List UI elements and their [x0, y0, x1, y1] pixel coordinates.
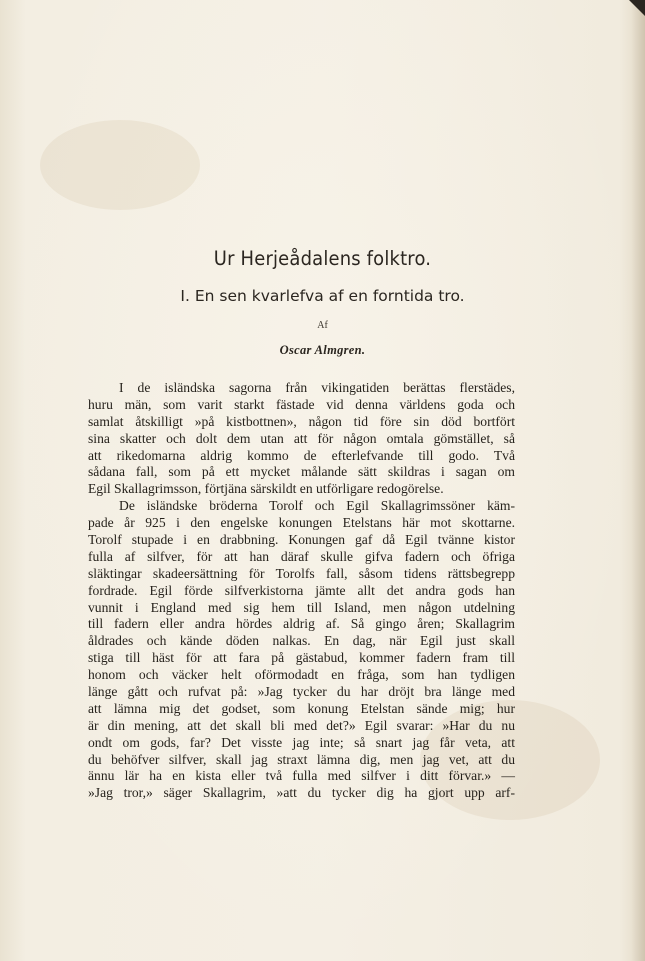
article-subtitle: I. En sen kvarlefva af en forntida tro.	[180, 287, 465, 305]
text-line: Torolf stupade i en drabbning. Konungen gaf då Egil tvänne kistor	[88, 532, 515, 548]
text-line: släktingar skadeersättning för Torolfs fall, såsom tidens rättsbegrepp	[88, 565, 515, 581]
text-line: vunnit i England med sig hem till Island, men någon utdelning	[88, 599, 515, 615]
text-line: stiga till häst för att fara på gästabud, kommer fadern fram till	[88, 650, 515, 666]
page-edge-shadow	[631, 0, 645, 961]
text-line: honom och väcker helt oförmodadt en fråga, som han tydligen	[88, 667, 515, 683]
body-text	[88, 380, 515, 802]
text-line: att lämna mig det godset, som konung Etelstan sände mig; hur	[88, 700, 515, 716]
text-line: fulla af silfver, för att han däraf skulle gifva fadern och öfriga	[88, 548, 515, 564]
byline-label: Af	[317, 320, 328, 331]
paper-stain	[40, 120, 200, 210]
text-line: att rikedomarna aldrig kommo de efterlefvande till godo. Två	[88, 447, 515, 463]
text-line: samlat åtskilligt »på kistbottnen», någon tid före sin död bortfört	[88, 413, 515, 429]
text-line: pade år 925 i den engelske konungen Etelstans här mot skottarne.	[88, 515, 515, 531]
text-line: De isländske bröderna Torolf och Egil Skallagrimssöner käm-	[119, 498, 515, 514]
text-line: ondt om gods, far? Det visste jag inte; så snart jag får veta, att	[88, 734, 515, 750]
text-line: till fadern eller andra hördes aldrig af. Så gingo åren; Skallagrim	[88, 616, 515, 632]
text-line: sådana fall, som på ett mycket målande sätt skildras i sagan om	[88, 464, 515, 480]
text-line: fordrade. Egil förde silfverkistorna jämte allt det andra gods han	[88, 582, 515, 598]
folded-corner	[629, 0, 645, 16]
text-line: du behöfver silfver, skall jag straxt lämna dig, men jag vet, att du	[88, 751, 515, 767]
article-title: Ur Herjeådalens folktro.	[213, 247, 432, 270]
text-line: sina skatter och dolt dem utan att för någon omtala gömstället, så	[88, 430, 515, 446]
author-name: Oscar Almgren.	[279, 343, 366, 357]
text-line: länge gått och rufvat på: »Jag tycker du har dröjt bra länge med	[88, 684, 515, 700]
text-line: är din mening, att det skall bli med det?» Egil svarar: »Har du nu	[88, 717, 515, 733]
text-line: åldrades och kände döden nalkas. En dag, när Egil just skall	[88, 633, 515, 649]
text-line: huru män, som varit starkt fästade vid denna världens goda och	[88, 396, 515, 412]
text-line: Egil Skallagrimsson, förtjäna särskildt en utförligare redogörelse.	[88, 481, 444, 497]
text-line: »Jag tror,» säger Skallagrim, »att du tycker dig ha gjort upp arf-	[88, 785, 515, 801]
text-line: ännu lär ha en kista eller två fulla med silfver i ditt förvar.» —	[88, 768, 515, 784]
text-line: I de isländska sagorna från vikingatiden berättas flerstädes,	[119, 380, 515, 395]
